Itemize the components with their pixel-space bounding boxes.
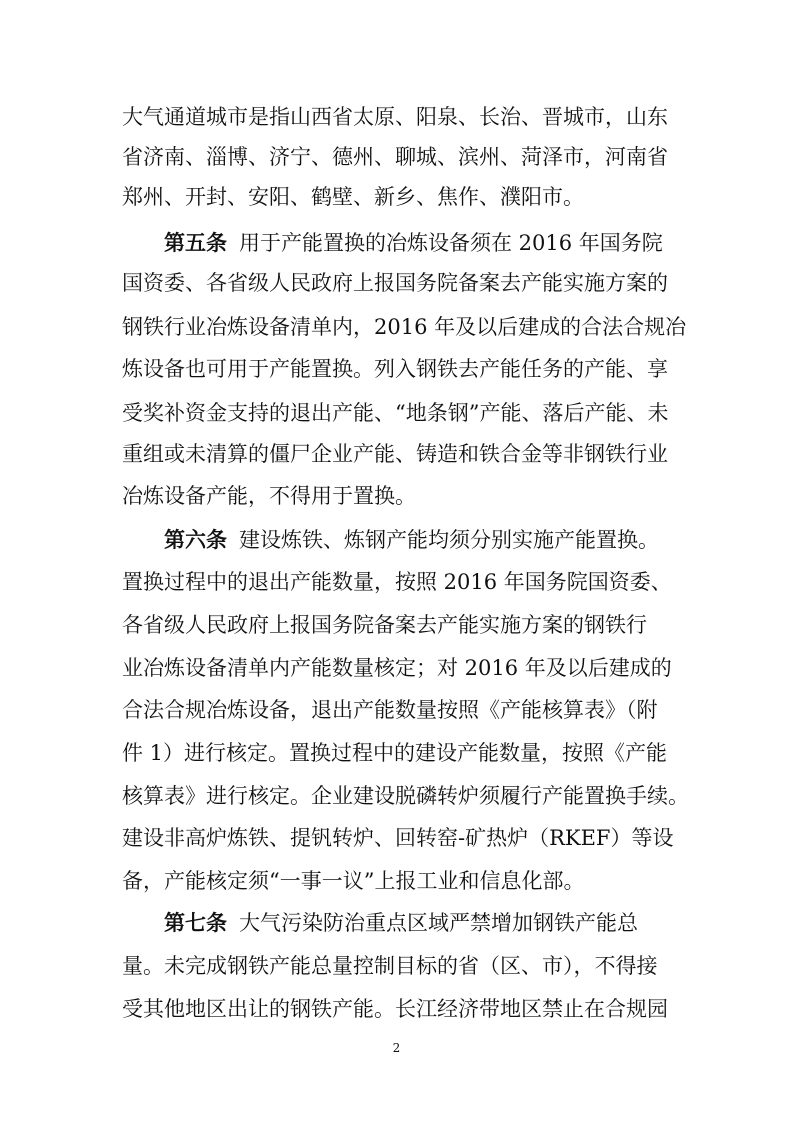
- text-line: 省济南、淄博、济宁、德州、聊城、滨州、菏泽市，河南省: [122, 145, 668, 169]
- text-line: 备，产能核定须“一事一议”上报工业和信息化部。: [122, 869, 585, 893]
- article-label: 第五条: [164, 230, 227, 255]
- text-line: 国资委、各省级人民政府上报国务院备案去产能实施方案的: [122, 271, 668, 295]
- text-line: 合法合规冶炼设备，退出产能数量按照《产能核算表》（附: [122, 698, 658, 722]
- text-line: 大气通道城市是指山西省太原、阳泉、长治、晋城市，山东: [122, 105, 668, 129]
- text-line: 置换过程中的退出产能数量，按照 2016 年国务院国资委、: [122, 570, 672, 594]
- text-line: 冶炼设备产能，不得用于置换。: [122, 484, 416, 508]
- article-label: 第六条: [164, 527, 227, 552]
- article-5-heading-line: 第五条 用于产能置换的冶炼设备须在 2016 年国务院: [164, 230, 663, 255]
- text-line: 各省级人民政府上报国务院备案去产能实施方案的钢铁行: [122, 613, 647, 637]
- text-line: 重组或未清算的僵尸企业产能、铸造和铁合金等非钢铁行业: [122, 442, 668, 466]
- text-line: 郑州、开封、安阳、鹤壁、新乡、焦作、濮阳市。: [122, 185, 584, 209]
- article-7-heading-line: 第七条 大气污染防治重点区域严禁增加钢铁产能总: [164, 910, 638, 935]
- text-line: 建设非高炉炼铁、提钒转炉、回转窑-矿热炉（RKEF）等设: [122, 826, 674, 850]
- text-line: 炼设备也可用于产能置换。列入钢铁去产能任务的产能、享: [122, 357, 668, 381]
- text-line: 量。未完成钢铁产能总量控制目标的省（区、市），不得接: [122, 954, 658, 978]
- text-line: 钢铁行业冶炼设备清单内，2016 年及以后建成的合法合规冶: [122, 315, 687, 339]
- article-label: 第七条: [164, 910, 227, 935]
- text-line: 受其他地区出让的钢铁产能。长江经济带地区禁止在合规园: [122, 997, 668, 1021]
- page-number: 2: [392, 1041, 401, 1055]
- text-line: 核算表》进行核定。企业建设脱磷转炉须履行产能置换手续。: [122, 784, 689, 808]
- text-line: 业冶炼设备清单内产能数量核定；对 2016 年及以后建成的: [122, 656, 672, 680]
- article-6-heading-line: 第六条 建设炼铁、炼钢产能均须分别实施产能置换。: [164, 527, 659, 552]
- text-line: 受奖补资金支持的退出产能、“地条钢”产能、落后产能、未: [122, 401, 669, 425]
- text-line: 件 1）进行核定。置换过程中的建设产能数量，按照《产能: [122, 741, 668, 765]
